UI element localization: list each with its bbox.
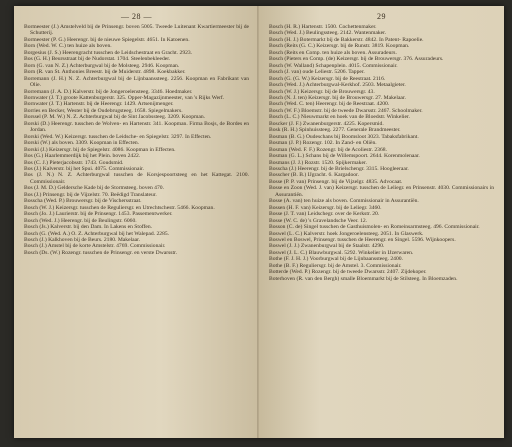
directory-list-left <box>24 24 249 256</box>
directory-entry: Bosscher (B. B.) IJgracht. 6. Kargadoor. <box>269 172 359 179</box>
directory-entry: Bosch (W. J.) Keizersgr. tusschen de Reguliersgr. en Utrechtschestr. 5466. Koopman. <box>24 204 215 211</box>
directory-entry: Bosman (B. G.) Oudeschans bij Boomsloot 3023. Tabaksfabrikant. <box>269 133 419 140</box>
directory-entry: Borski (W.) als boven. 3309. Koopman in Effecten. <box>24 140 140 147</box>
directory-entry: Borgesius (J. S.) Heerengracht tusschen de Leidschestraat en Gracht. 2923. <box>24 49 193 56</box>
directory-entry: Boterhoven (R. van den Bergh) smalle Bloemmarkt bij de Stilsteeg. In Bloemzaden. <box>269 275 458 282</box>
directory-entry: Bosch (Wed. C. ten) Heerengr. bij de Reestraat. 4200. <box>269 101 390 108</box>
directory-entry: Boswel en Boswel, Prinsengr. tusschen de Heerengr. en Singel. 5596. Wijnkoopers. <box>269 236 456 243</box>
directory-entry: Borski (D.) Heerengr. tusschen de Wolven- en Hartenstr. 341. Koopman. Firma Bosjs, de Bordes en Jordan. <box>24 120 249 134</box>
directory-entry: Borski (Wed. W.) Keizersgr. tusschen de Leidsche- en Spiegelstr. 3297. In Effecten. <box>24 133 212 140</box>
directory-entry: Bosch (Wed. J.) Beulingssteeg. 2142. Wantenmaker. <box>269 30 387 37</box>
directory-entry: Bormeester (P. G.) Heerengr. bij de nieuwe Spiegelstr. 4651. In Katoenen. <box>24 36 190 43</box>
directory-entry: Bosch (J. van) oude Leliestr. 5206. Tapper. <box>269 69 365 76</box>
directory-entry: Bosse (J. T. van) Leidschegr. over de Kerkstr. 20. <box>269 211 380 218</box>
directory-entry: Bosch (W. J.) Keizersgr. bij de Brouwersgr. 43. <box>269 88 375 95</box>
left-page <box>14 6 259 438</box>
directory-entry: Born (G. van N. Z.) Achterburgwal bij de Molsteeg. 2946. Koopman. <box>24 62 180 69</box>
directory-list-right <box>269 24 494 282</box>
directory-entry: Borries en Becker, Wester bij de Oudebrugsteeg. 1658. Spiegelmakers. <box>24 107 183 114</box>
directory-entry: Boswel (J. L. C.) Blauwburgwal. 5292. Winkelier in IJzerwaren. <box>269 249 414 256</box>
directory-entry: Bos (J.) Prinsengr. bij de Vijzelstr. 70. Beëdigd Translateur. <box>24 191 157 198</box>
directory-entry: Bos (G.) Haarlemmerdijk bij het Plein. boven 2422. <box>24 153 141 160</box>
directory-entry: Bosch (J.) Kalkhoven bij de Beurs. 2180. Makelaar. <box>24 236 141 243</box>
directory-entry: Bosse en Zoon (Wed. J. van) Keizersgr. tusschen de Leliegr. en Prinsenstr. 4030. Commissionairs in Assurantiën. <box>269 185 494 198</box>
directory-entry: Bosch (N. J. ten) Keizersgr. bij de Brouwersgr. 27. Makelaar. <box>269 94 406 101</box>
directory-entry: Bosch (Pieters en Comp. (de) Keizersgr. bij de Brouwersgr. 376. Assuradeurs. <box>269 56 444 63</box>
directory-entry: Bosse (P. P. van) Prinsengr. bij de Vijzelgr. 4835. Advocaat. <box>269 178 403 185</box>
directory-entry: Bosk (R. H.) Spinhuissteeg. 2277. Generale Brandmeester. <box>269 127 401 134</box>
directory-entry: Bos (J. N.) N. Z. Achterburgwal tusschen de Korsjespoortsteeg en het Kattegat. 2100. Commissionair. <box>24 172 249 185</box>
directory-entry: Borski (J.) Keizersgr. bij de Spiegelstr. 4086. Koopman in Effecten. <box>24 146 176 153</box>
directory-entry: Bosch (J.) Amstel bij de korte Amstelstr. 4769. Commissionair. <box>24 243 166 250</box>
directory-entry: Bornwater (J. T.) groote Kattenburgerstr. 325. Opper-Magazijnmeester, van 's Rijks Werf. <box>24 94 225 101</box>
directory-entry: Bosch (Reits (G. C.) Keizersgr. bij de Runstr. 3819. Koopman. <box>269 43 410 50</box>
directory-entry: Bosman (G. L.) Schans bij de Willemspoort. 2644. Korenmolenaar. <box>269 153 420 160</box>
directory-entry: Bormeester (J.) Amstelveld bij de Prinsengr. boven 5005. Tweede Luitenant Kwartiermeester bij de Schutterij. <box>24 24 249 37</box>
directory-entry: Bosman (Wed. F. F.) Rozengr. bij de Acoliestr. 2368. <box>269 146 387 153</box>
directory-entry: Bosch (G. (Wed. A.) O. Z. Achterburgwal bij het Walepad. 2285. <box>24 230 170 237</box>
directory-entry: Boswel (L. C.) Kalverstr. hoek Jongeroelensteeg. 2051. In Glaswerk. <box>269 230 424 237</box>
directory-entry: Bornwater (J. T.) Hartenstr. bij de Heerengr. 1429. Artsenijmenger. <box>24 101 174 108</box>
directory-entry: Bothe (B. F.) Reguliersgr. bij de Amstel. 3. Commissionair. <box>269 262 402 269</box>
directory-entry: Bosch (H. J.) Botermarkt bij de Bakkerstr. 4842. In Patent- Rapoelie. <box>269 36 424 43</box>
directory-entry: Borssel (P. M. W.) N. Z. Achterburgwal bij de Sint Jacobssteeg. 3209. Koopman. <box>24 114 206 121</box>
book-spread <box>14 6 504 438</box>
directory-entry: Boscker (J. F.) Zwanenburgerstr. 4225. Kopersmid. <box>269 120 384 127</box>
directory-entry: Bosch (W. F.) Bloemstr. bij de tweede Dwarsstr. 2467. Schoolmaker. <box>269 107 423 114</box>
directory-entry: Bosscha (Wed. P.) Brouwersgr. bij de Vischersstraat. <box>24 198 142 205</box>
directory-entry: Botterde (Wed. P.) Rozengr. bij de tweede Dwarsstr. 2407. Zijdekoper. <box>269 269 427 276</box>
directory-entry: Bosch (Wed. J.) Achterburgwal-Kerkhof. 2503. Metaalgieter. <box>269 82 406 89</box>
directory-entry: Borremann (J. H.) N. Z. Achterburgwal bij de Lijnbaanssteeg. 2256. Koopman en Fabrikant van Olie. <box>24 75 249 89</box>
directory-entry: Bosch (Jo. J.) Laurierstr. bij de Prinsengr. 1453. Passementwerker. <box>24 211 173 218</box>
directory-entry: Bosch (Reits en Comp. ten huize als boven. Assuradeurs. <box>269 49 397 56</box>
directory-entry: Bosch (Ds. (W.) Rozengr. tusschen de Prinsengr. en verste Dwarsstr. <box>24 249 177 256</box>
directory-entry: Borremann (J. A. D.) Kalverstr. bij de Jongeroelensteeg. 3346. Hoedmaker. <box>24 88 193 95</box>
directory-entry: Bosch (H. R.) Hartenstr. 1500. Cochettenmaker. <box>269 24 377 30</box>
directory-entry: Bosscha (J.) Heerengr. bij de Brielschengr. 3315. Hoogleeraar. <box>269 165 409 172</box>
directory-entry: Bothe (F. J. H. J.) Voorburgwal bij de Lijnbaanssteeg. 2400. <box>269 256 403 263</box>
directory-entry: Bosman (J. P.) Rozengr. 102. In Zand- en Oliën. <box>269 140 377 147</box>
directory-entry: Bosch (Wed. J.) Heerengr. bij de Beulingstr. 6060. <box>24 217 137 224</box>
directory-entry: Boswel (J. J.) Zwanenburgwal bij de Staalstr. 4290. <box>269 243 385 250</box>
directory-entry: Bosch (L. C.) Nieuwmarkt en hoek van de Bloedstr. Winkelier. <box>269 114 410 121</box>
directory-entry: Born (Wed. W. C.) ten huize als boven. <box>24 43 112 50</box>
directory-entry: Born (R. van St. Anthonies Breestr. bij de Muiderstr. 4898. Koekbakker. <box>24 69 186 76</box>
directory-entry: Bosse (W. C. de) 's Gravelandsche Veer. 12. <box>269 217 368 224</box>
page-number-left: — 28 — <box>121 12 152 21</box>
page-number-right: 29 <box>377 12 386 21</box>
directory-entry: Bos (J. M. D.) Geldersche Kade bij de Stormsteeg. boven 470. <box>24 185 164 192</box>
directory-entry: Bossen (H. F. van) Keizersgr. bij de Leliegr. 3460. <box>269 204 382 211</box>
directory-entry: Bos (G. H.) Beursstraat bij de Nudorstat. 1704. Steelenbekleeder. <box>24 56 171 63</box>
directory-entry: Bosch (G. (G. W.) Keizersgr. bij de Reestraat. 2116. <box>269 75 386 82</box>
directory-entry: Bosson (C. de) Singel tusschen de Gasthuismolen- en Romeinsarmsteeg. 496. Commissionair. <box>269 224 480 231</box>
directory-entry: Bosmans (J. J.) Rozstr. 1520. Spijkermaker. <box>269 159 367 166</box>
directory-entry: Bosse (A. van) ten huize als boven. Commissionair in Assurantiën. <box>269 198 419 205</box>
directory-entry: Bos (J.) Kalverstr. bij het Spui. 4075. Commissionair. <box>24 165 144 172</box>
right-page <box>259 6 504 438</box>
directory-entry: Bosch (Js.) Kalverstr. bij den Dam. In Lakens en Stoffen. <box>24 224 153 231</box>
directory-entry: Bosch (W. Walland) Schapenplein. 4015. Commissionair. <box>269 62 398 69</box>
directory-entry: Bos (C. J.) Pieterjacobsstr. 1743. Goudsmid. <box>24 159 124 166</box>
